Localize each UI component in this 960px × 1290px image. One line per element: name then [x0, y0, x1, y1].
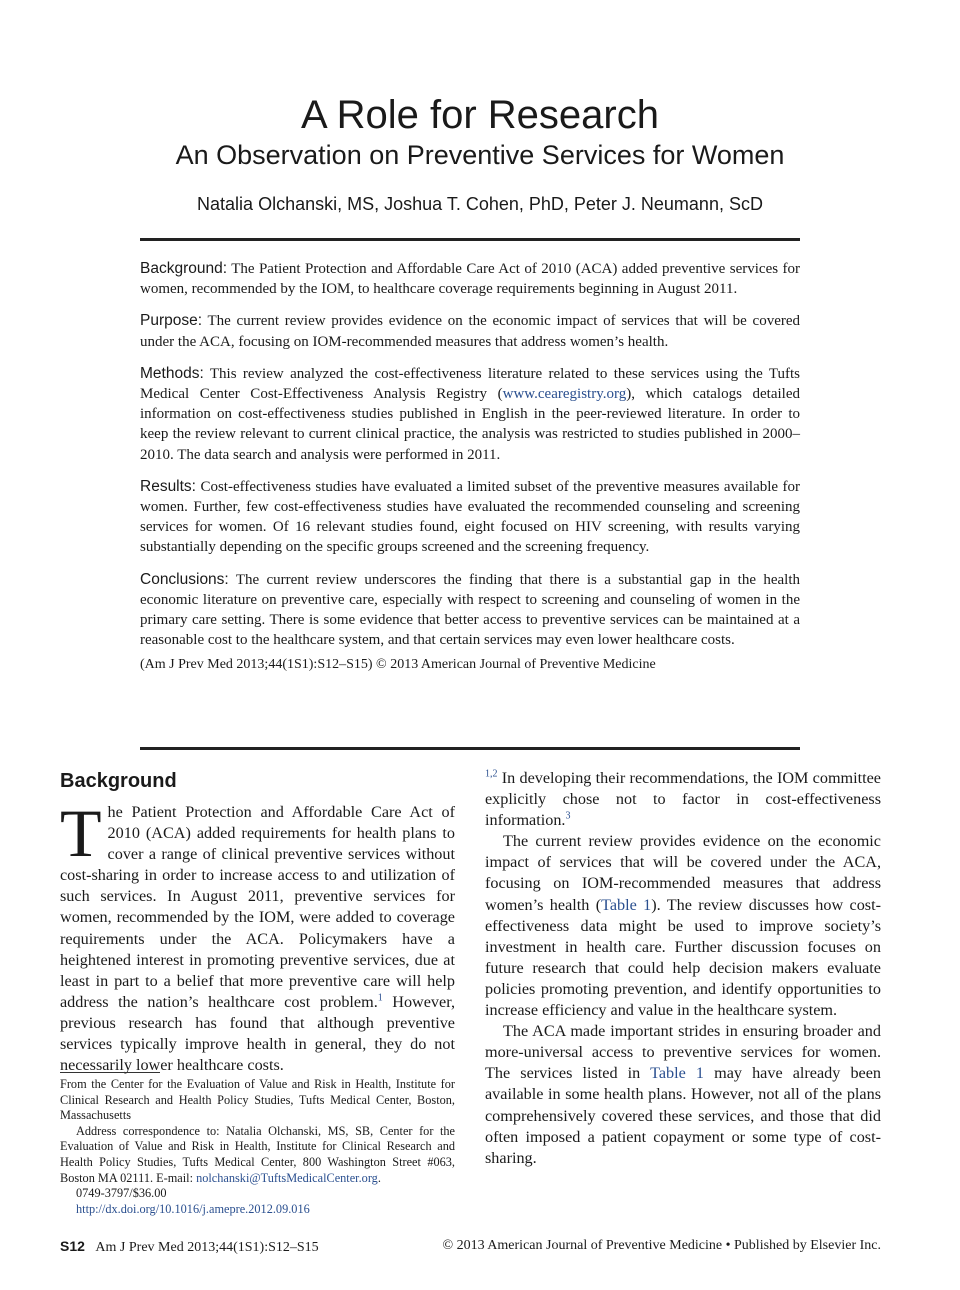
- body-p1-text-c: In developing their recommendations, the IOM committee explicitly chose not to factor in cost-effectiveness information.: [485, 769, 881, 830]
- abstract: [140, 259, 800, 674]
- table-1-link[interactable]: Table 1: [601, 895, 652, 914]
- abstract-purpose-text: The current review provides evidence on the economic impact of services that will be covered under the ACA, focusing on IOM-recommended measures that address women’s health.: [140, 313, 800, 350]
- abstract-purpose: [140, 311, 800, 351]
- abstract-conclusions-label: Conclusions:: [140, 570, 229, 588]
- email-link[interactable]: nolchanski@TuftsMedicalCenter.org: [196, 1170, 378, 1185]
- abstract-citation: (Am J Prev Med 2013;44(1S1):S12–S15) © 2013 American Journal of Preventive Medicine: [140, 657, 656, 673]
- author-list: Natalia Olchanski, MS, Joshua T. Cohen, PhD, Peter J. Neumann, ScD: [197, 194, 763, 214]
- body-p3-text-b: may have already been available in some health plans. However, not all of the plans comprehensively covered these services, and those that did often imposed a patient copayment or some type of cost-sharing.: [485, 1064, 882, 1167]
- left-column: [60, 768, 455, 1076]
- page-number: S12: [60, 1238, 85, 1254]
- abstract-methods-text-2: ), which catalogs detailed information on cost-effectiveness studies published in English in the peer-reviewed literature. In order to keep the review relevant to current clinical practice, the analysis was restricted to studies published in 2000–2010. The data search and analysis were performed in 2011.: [140, 386, 801, 463]
- footnote-issn: 0749-3797/$36.00: [76, 1186, 167, 1201]
- footer-left: [60, 1238, 319, 1256]
- section-heading-background: Background: [60, 770, 177, 792]
- doi-link[interactable]: http://dx.doi.org/10.1016/j.amepre.2012.09.016: [76, 1201, 310, 1216]
- footnote-doi: [60, 1202, 455, 1218]
- footnotes: [60, 1077, 455, 1217]
- reference-3[interactable]: 3: [565, 810, 571, 822]
- abstract-background: [140, 259, 800, 299]
- abstract-results-label: Results:: [140, 477, 196, 495]
- footnote-correspondence-end: .: [377, 1170, 381, 1185]
- footer-copyright: © 2013 American Journal of Preventive Medicine: [442, 1238, 723, 1253]
- abstract-background-label: Background:: [140, 260, 228, 277]
- footnote-correspondence: [60, 1124, 455, 1186]
- abstract-methods-text-1: This review analyzed the cost-effectiveness literature related to these services using the Tufts Medical Center Cost-Effectiveness Analysis Registry (: [140, 365, 800, 403]
- body-p1-text-b: However, previous research has found that although preventive services typically improve health in general, they do not necessarily lower healthcare costs.: [60, 992, 455, 1075]
- body-paragraph-1-continued: [485, 768, 881, 831]
- abstract-purpose-label: Purpose:: [140, 312, 203, 330]
- title-block: [0, 92, 960, 215]
- footnote-affiliation: From the Center for the Evaluation of Value and Risk in Health, Institute for Clinical Research and Health Policy Studies, Tufts Medical Center, Boston, Massachusetts: [60, 1077, 455, 1123]
- article-subtitle: An Observation on Preventive Services for Women: [175, 140, 785, 170]
- drop-cap: T: [60, 795, 102, 871]
- body-p1-text-a: he Patient Protection and Affordable Care Act of 2010 (ACA) added requirements for health plans to cover a range of clinical preventive services without cost-sharing in order to increase access to and utilization of such services. In August 2011, preventive services for women, recommended by the IOM, were added to coverage requirements under the ACA. Policymakers have a heightened interest in promoting preventive services, due at least in part to a belief that more preventive care will help address the nation’s healthcare cost problem.: [60, 803, 455, 1011]
- body-paragraph-3: [485, 1021, 881, 1169]
- abstract-bottom-rule: [140, 747, 800, 750]
- footnote-rule: [60, 1072, 160, 1073]
- table-1-link-2[interactable]: Table 1: [650, 1064, 704, 1083]
- abstract-results-text: Cost-effectiveness studies have evaluated a limited subset of the preventive measures available for women. Further, few cost-effectiveness studies have evaluated the recommended counseling and screening services for women. Of 16 relevant studies found, eight focused on HIV screening, with results varying substantially depending on the specific groups screened and the screening frequency.: [140, 478, 800, 556]
- body-p2-text-b: ). The review discusses how cost-effectiveness data might be used to improve society’s investment in health care. Further discussion focuses on future research that could help decision makers evaluate policies promoting prevention, and identify opportunities to increase efficiency and value in the healthcare system.: [485, 895, 881, 1020]
- footnote-correspondence-text: Address correspondence to: Natalia Olchanski, MS, SB, Center for the Evaluation of Value and Risk in Health, Institute for Clinical Research and Health Policy Studies, Tufts Medical Center, 800 Washington Street #063, Boston MA 02111. E-mail:: [60, 1123, 455, 1185]
- registry-link[interactable]: www.cearegistry.org: [502, 386, 627, 403]
- page-footer: [60, 1238, 881, 1258]
- footer-journal: Am J Prev Med 2013;44(1S1):S12–S15: [95, 1240, 319, 1255]
- body-paragraph-2: [485, 831, 881, 1021]
- article-title: A Role for Research: [301, 93, 659, 137]
- abstract-results: [140, 477, 800, 558]
- abstract-conclusions-text: The current review underscores the finding that there is a substantial gap in the health economic literature on preventive care, especially with respect to screening and counseling of women in the primary care setting. There is some evidence that better access to preventive services can be maintained at a reasonable cost to the healthcare system, and that certain services may even lower healthcare costs.: [140, 571, 800, 649]
- footer-bullet: •: [725, 1238, 731, 1253]
- body-paragraph-1: [60, 795, 455, 1076]
- abstract-background-text: The Patient Protection and Affordable Care Act of 2010 (ACA) added preventive services for women, recommended by the IOM, to healthcare coverage requirements beginning in August 2011.: [140, 261, 800, 298]
- body-p2-text-a: The current review provides evidence on the economic impact of services that will be covered under the ACA, focusing on IOM-recommended measures that address women’s health (: [485, 832, 881, 914]
- abstract-methods-label: Methods:: [140, 364, 204, 382]
- reference-1-2[interactable]: 1,2: [485, 768, 498, 780]
- abstract-top-rule: [140, 238, 800, 241]
- abstract-conclusions: [140, 570, 800, 651]
- abstract-methods: [140, 364, 800, 465]
- footer-publisher: Published by Elsevier Inc.: [734, 1238, 881, 1253]
- reference-1[interactable]: 1: [377, 992, 383, 1004]
- footer-right: [442, 1238, 881, 1254]
- right-column: [485, 768, 881, 1169]
- body-p3-text-a: The ACA made important strides in ensuring broader and more-universal access to preventive services for women. The services listed in: [485, 1022, 881, 1083]
